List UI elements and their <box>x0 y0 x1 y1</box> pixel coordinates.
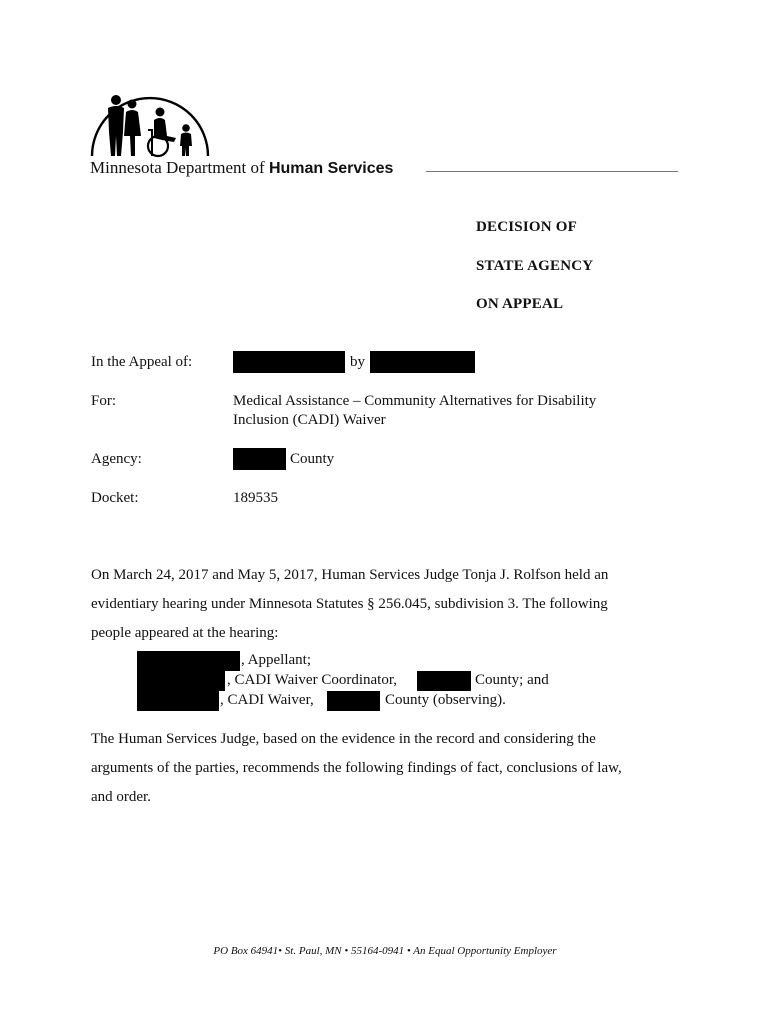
attendee-3-role: , CADI Waiver, <box>220 692 314 708</box>
paragraph-2-line-2: arguments of the parties, recommends the following findings of fact, conclusions of law, <box>91 760 622 776</box>
title-line-2: STATE AGENCY <box>476 258 594 274</box>
for-label: For: <box>91 393 117 409</box>
dhs-header <box>88 90 688 180</box>
org-name <box>90 158 393 178</box>
redaction-representative <box>370 351 475 373</box>
redaction-attendee-2-county <box>417 671 471 691</box>
title-line-3: ON APPEAL <box>476 296 564 312</box>
for-line-1: Medical Assistance – Community Alternatives for Disability <box>233 393 597 409</box>
page-footer: PO Box 64941• St. Paul, MN • 55164-0941 • An Equal Opportunity Employer <box>213 945 557 957</box>
header-rule <box>426 171 678 172</box>
appeal-label: In the Appeal of: <box>91 354 193 370</box>
paragraph-1-line-1: On March 24, 2017 and May 5, 2017, Human Services Judge Tonja J. Rolfson held an <box>91 567 609 583</box>
title-line-1: DECISION OF <box>476 219 577 235</box>
agency-value: County <box>290 451 335 467</box>
paragraph-1-line-2: evidentiary hearing under Minnesota Statutes § 256.045, subdivision 3. The following <box>91 596 608 612</box>
org-name-bold: Human Services <box>268 160 394 177</box>
docket-label: Docket: <box>91 490 139 506</box>
paragraph-2-line-3: and order. <box>91 789 151 805</box>
attendee-2-role: , CADI Waiver Coordinator, <box>227 672 397 688</box>
attendee-3-county: County (observing). <box>385 692 506 708</box>
paragraph-2-line-1: The Human Services Judge, based on the evidence in the record and considering the <box>91 731 596 747</box>
redaction-attendee-2 <box>137 671 225 691</box>
appeal-by: by <box>350 354 365 370</box>
org-name-prefix: Minnesota Department of <box>90 158 269 177</box>
redaction-agency <box>233 448 286 470</box>
attendee-1-role: , Appellant; <box>241 652 311 668</box>
redaction-attendee-3-county <box>327 691 380 711</box>
paragraph-2 <box>91 725 691 812</box>
redaction-attendee-3 <box>137 691 219 711</box>
redaction-appellant <box>233 351 345 373</box>
agency-label: Agency: <box>91 451 142 467</box>
docket-value: 189535 <box>233 490 278 506</box>
dhs-family-logo-icon <box>88 90 218 160</box>
redaction-attendee-1 <box>137 651 240 671</box>
paragraph-1 <box>91 561 691 648</box>
paragraph-1-line-3: people appeared at the hearing: <box>91 625 279 641</box>
attendee-2-county: County; and <box>475 672 549 688</box>
for-line-2: Inclusion (CADI) Waiver <box>233 412 386 428</box>
